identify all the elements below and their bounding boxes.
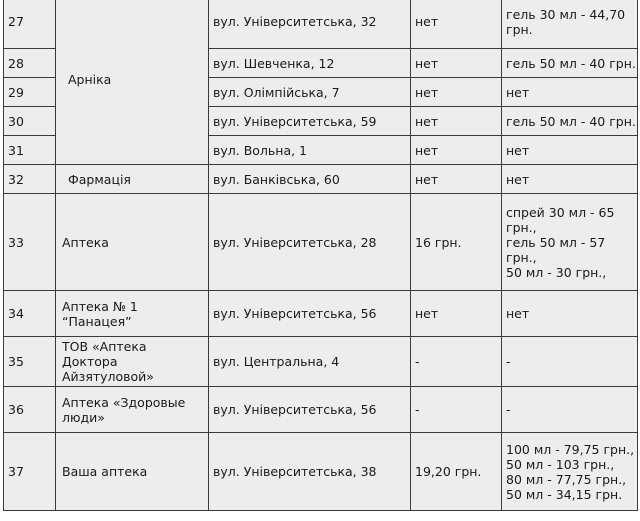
pharmacy-name xyxy=(56,387,209,433)
row-number: 34 xyxy=(4,291,56,337)
price-line: грн. xyxy=(506,21,533,37)
pharmacy-name xyxy=(56,0,209,165)
address: вул. Олімпійська, 7 xyxy=(209,78,411,107)
price-1: нет xyxy=(411,136,502,165)
price-1: нет xyxy=(411,0,502,49)
pharmacy-name xyxy=(56,337,209,387)
address: вул. Банківська, 60 xyxy=(209,165,411,194)
price-line: грн., xyxy=(506,219,537,235)
price-1: 16 грн. xyxy=(411,194,502,291)
table-row xyxy=(4,291,638,337)
price-2 xyxy=(502,337,638,387)
row-number: 33 xyxy=(4,194,56,291)
row-number: 30 xyxy=(4,107,56,136)
price-line: 50 мл - 34,15 грн. xyxy=(506,486,623,502)
pharmacy-name-line: “Панацея” xyxy=(62,313,132,329)
table-row xyxy=(4,165,638,194)
row-number: 31 xyxy=(4,136,56,165)
address: вул. Університетська, 28 xyxy=(209,194,411,291)
price-line: гель 30 мл - 44,70 xyxy=(506,6,626,22)
pharmacy-name xyxy=(56,291,209,337)
price-1: - xyxy=(411,387,502,433)
address: вул. Університетська, 38 xyxy=(209,433,411,511)
price-2 xyxy=(502,136,638,165)
price-line: гель 50 мл - 40 грн. xyxy=(506,55,636,71)
price-line: грн., xyxy=(506,249,537,265)
price-line: 50 мл - 103 грн., xyxy=(506,456,615,472)
pharmacy-name-line: Ваша аптека xyxy=(62,464,148,479)
pharmacy-name-line: Айзятуловой» xyxy=(62,369,154,384)
row-number: 35 xyxy=(4,337,56,387)
table-row xyxy=(4,433,638,511)
pharmacy-name-line: Фармація xyxy=(68,171,131,187)
price-2 xyxy=(502,433,638,511)
pharmacy-name-line: Аптека xyxy=(62,234,109,250)
price-1: нет xyxy=(411,165,502,194)
pharmacy-name xyxy=(56,165,209,194)
price-line: 100 мл - 79,75 грн., xyxy=(506,441,635,457)
pharmacy-price-table xyxy=(3,0,638,511)
price-2 xyxy=(502,387,638,433)
price-2 xyxy=(502,0,638,49)
price-line: 80 мл - 77,75 грн., xyxy=(506,471,627,487)
price-line: нет xyxy=(506,171,530,187)
pharmacy-name-line: Аптека № 1 xyxy=(62,298,138,314)
price-line: нет xyxy=(506,84,530,100)
address: вул. Університетська, 56 xyxy=(209,387,411,433)
address: вул. Університетська, 56 xyxy=(209,291,411,337)
price-line: спрей 30 мл - 65 xyxy=(506,204,615,220)
address: вул. Вольна, 1 xyxy=(209,136,411,165)
price-line: гель 50 мл - 57 xyxy=(506,234,606,250)
price-line: нет xyxy=(506,142,530,158)
price-line: - xyxy=(506,354,511,369)
address: вул. Університетська, 32 xyxy=(209,0,411,49)
price-1: нет xyxy=(411,78,502,107)
price-line: - xyxy=(506,402,511,417)
address: вул. Університетська, 59 xyxy=(209,107,411,136)
price-2 xyxy=(502,165,638,194)
price-line: нет xyxy=(506,306,530,321)
price-1: 19,20 грн. xyxy=(411,433,502,511)
price-1: нет xyxy=(411,291,502,337)
pharmacy-name-line: люди» xyxy=(62,409,105,425)
row-number: 27 xyxy=(4,0,56,49)
row-number: 28 xyxy=(4,49,56,78)
row-number: 29 xyxy=(4,78,56,107)
table-row xyxy=(4,194,638,291)
price-2 xyxy=(502,49,638,78)
price-line: гель 50 мл - 40 грн. xyxy=(506,113,636,129)
pharmacy-name-line: Арніка xyxy=(68,72,112,87)
pharmacy-name-line: ТОВ «Аптека Доктора xyxy=(62,339,147,369)
row-number: 37 xyxy=(4,433,56,511)
price-line: 50 мл - 30 грн., xyxy=(506,264,607,280)
price-2 xyxy=(502,194,638,291)
pharmacy-name xyxy=(56,433,209,511)
address: вул. Шевченка, 12 xyxy=(209,49,411,78)
price-2 xyxy=(502,107,638,136)
table-row xyxy=(4,337,638,387)
table-row xyxy=(4,0,638,49)
price-1: нет xyxy=(411,107,502,136)
price-1: нет xyxy=(411,49,502,78)
price-2 xyxy=(502,78,638,107)
price-2 xyxy=(502,291,638,337)
address: вул. Центральна, 4 xyxy=(209,337,411,387)
price-1: - xyxy=(411,337,502,387)
row-number: 32 xyxy=(4,165,56,194)
table-row xyxy=(4,387,638,433)
pharmacy-name xyxy=(56,194,209,291)
pharmacy-name-line: Аптека «Здоровые xyxy=(62,394,186,410)
row-number: 36 xyxy=(4,387,56,433)
